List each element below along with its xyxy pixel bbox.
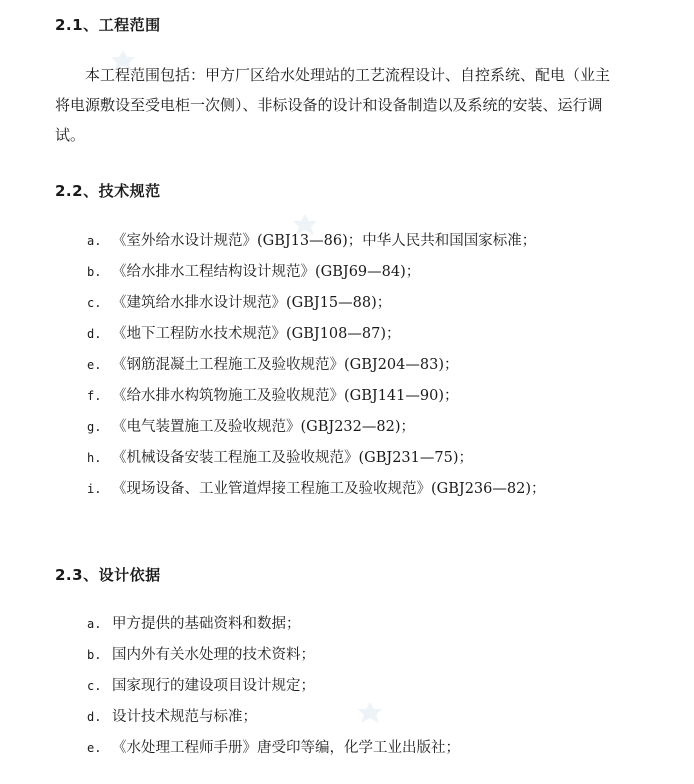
list-marker: a. — [87, 234, 102, 248]
list-item-text: 甲方提供的基础资料和数据； — [112, 616, 301, 632]
list-marker: c. — [87, 296, 102, 310]
list-marker: d. — [87, 710, 102, 724]
watermark-icon — [108, 48, 138, 78]
list-item — [87, 350, 546, 381]
list-marker: g. — [87, 420, 102, 434]
list-item-text: 设计技术规范与标准； — [112, 709, 257, 725]
section-heading-scope: 2.1、工程范围 — [55, 16, 161, 34]
list-item — [87, 257, 546, 288]
list-marker: e. — [87, 358, 102, 372]
list-marker: b. — [87, 648, 102, 662]
list-item — [87, 702, 460, 733]
list-item — [87, 671, 460, 702]
list-marker: a. — [87, 617, 102, 631]
list-marker: i. — [87, 482, 102, 496]
list-marker: c. — [87, 679, 102, 693]
list-item-text: 《水处理工程师手册》唐受印等编，化学工业出版社； — [112, 740, 460, 756]
list-marker: f. — [87, 389, 102, 403]
watermark-icon — [290, 212, 320, 242]
list-item-text: 《建筑给水排水设计规范》(GBJ15—88)； — [112, 295, 392, 311]
list-item-text: 《给水排水构筑物施工及验收规范》(GBJ141—90)； — [112, 388, 459, 404]
list-item-text: 《现场设备、工业管道焊接工程施工及验收规范》(GBJ236—82)； — [112, 481, 546, 497]
list-item — [87, 288, 546, 319]
list-item-text: 《室外给水设计规范》(GBJ13—86)；中华人民共和国国家标准； — [112, 233, 537, 249]
list-item — [87, 609, 460, 640]
list-item — [87, 319, 546, 350]
list-item-text: 《钢筋混凝土工程施工及验收规范》(GBJ204—83)； — [112, 357, 459, 373]
list-item — [87, 733, 460, 764]
section-heading-design-basis: 2.3、设计依据 — [55, 566, 161, 584]
scope-paragraph: 本工程范围包括：甲方厂区给水处理站的工艺流程设计、自控系统、配电（业主将电源敷设至受电柜一次侧）、非标设备的设计和设备制造以及系统的安装、运行调试。 — [55, 66, 611, 144]
list-marker: b. — [87, 265, 102, 279]
list-marker: d. — [87, 327, 102, 341]
list-item-text: 《电气装置施工及验收规范》(GBJ232—82)； — [112, 419, 415, 435]
list-item-text: 《地下工程防水技术规范》(GBJ108—87)； — [112, 326, 401, 342]
list-item — [87, 381, 546, 412]
watermark-icon — [355, 700, 385, 730]
list-item-text: 国内外有关水处理的技术资料； — [112, 647, 315, 663]
list-item-text: 国家现行的建设项目设计规定； — [112, 678, 315, 694]
list-item — [87, 443, 546, 474]
list-item-text: 《机械设备安装工程施工及验收规范》(GBJ231—75)； — [112, 450, 473, 466]
list-item — [87, 412, 546, 443]
list-marker: e. — [87, 741, 102, 755]
list-marker: h. — [87, 451, 102, 465]
design-basis-list — [87, 609, 460, 764]
list-item — [87, 474, 546, 505]
list-item-text: 《给水排水工程结构设计规范》(GBJ69—84)； — [112, 264, 421, 280]
list-item — [87, 640, 460, 671]
section-heading-standards: 2.2、技术规范 — [55, 182, 161, 200]
standards-list — [87, 226, 546, 505]
